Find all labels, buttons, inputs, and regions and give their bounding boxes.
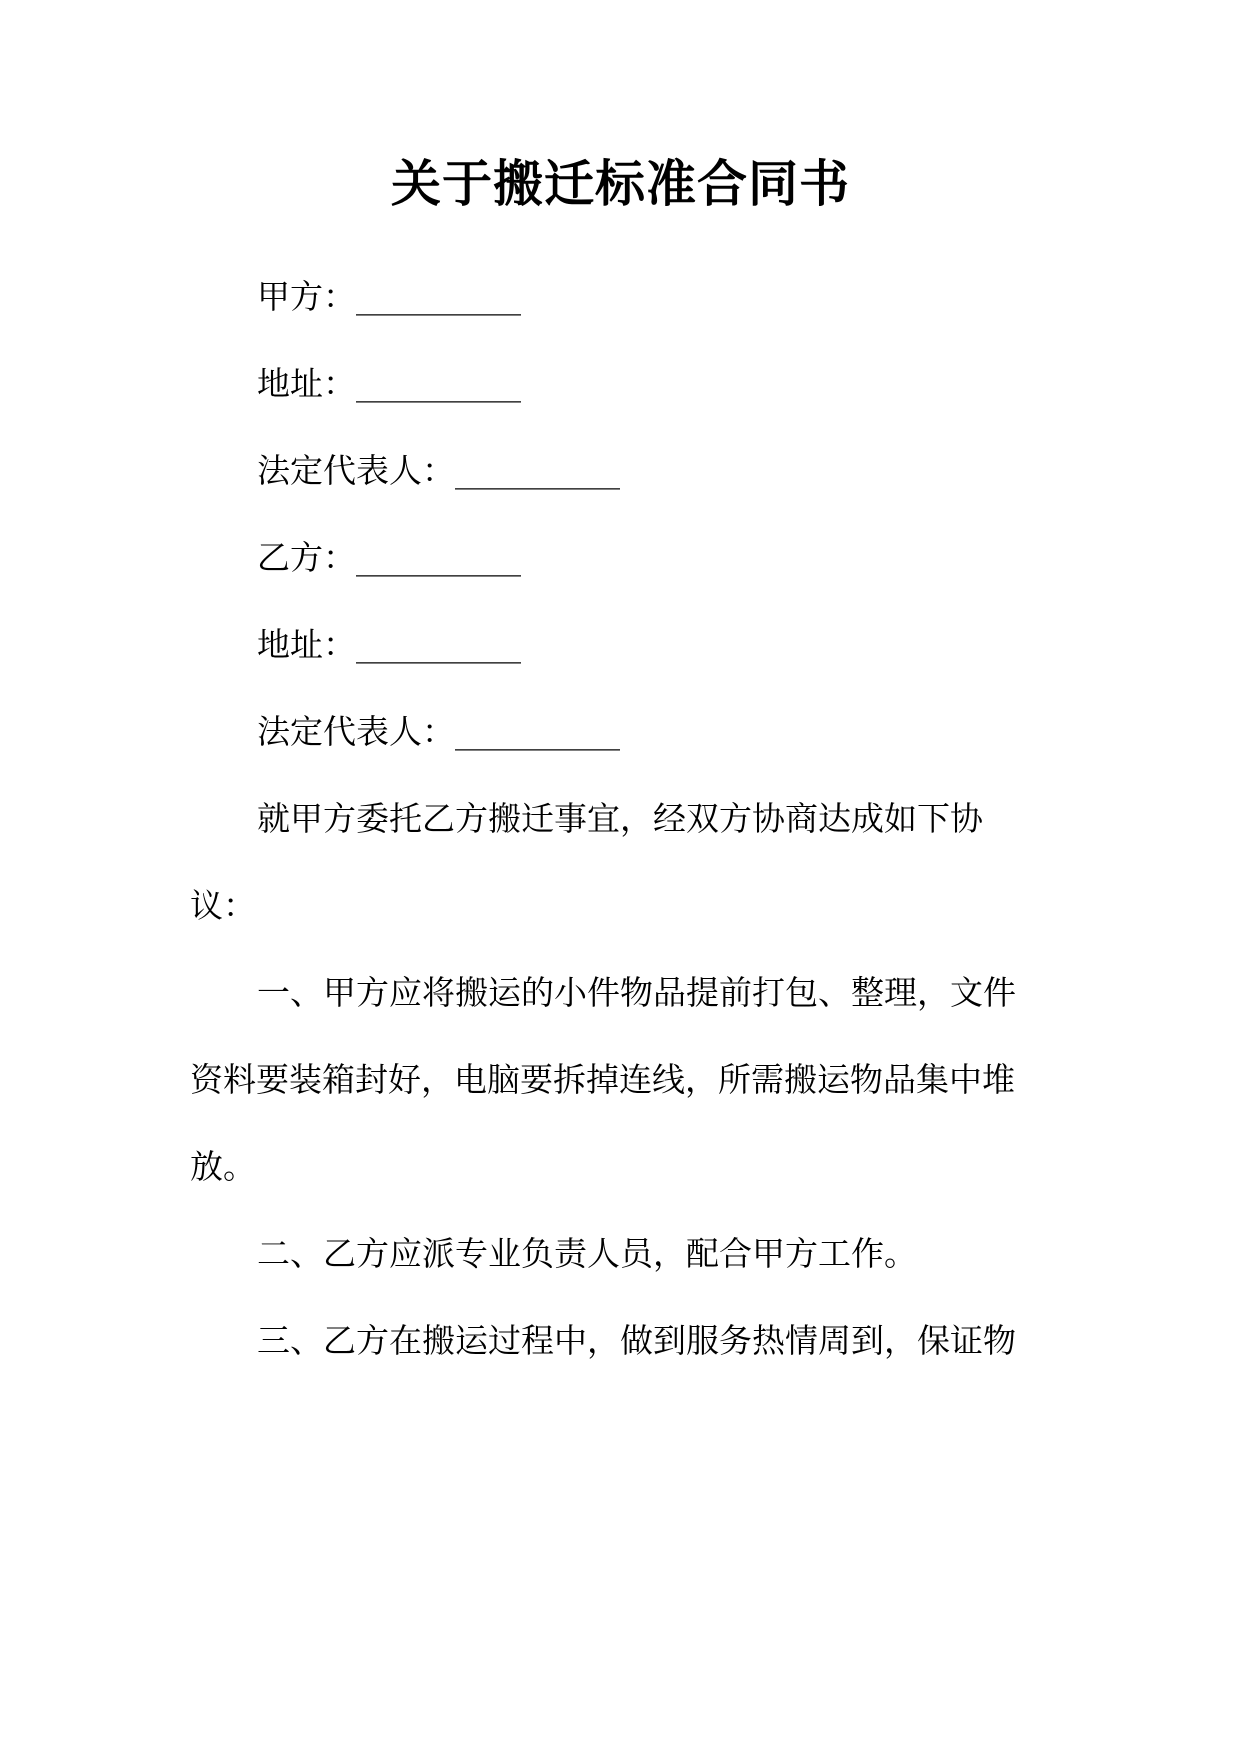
party-a-representative-label: 法定代表人： <box>257 451 455 490</box>
party-b-representative-label: 法定代表人： <box>257 712 455 751</box>
party-a-representative-blank: __________ <box>455 451 620 490</box>
clause-3-line-1: 三、乙方在搬运过程中，做到服务热情周到，保证物 <box>257 1321 1016 1360</box>
clause-1-line-2: 资料要装箱封好，电脑要拆掉连线，所需搬运物品集中堆 <box>190 1060 1015 1099</box>
party-a-representative-field <box>257 451 1117 491</box>
party-a-address-label: 地址： <box>257 364 356 403</box>
party-b-label: 乙方： <box>257 538 356 577</box>
party-a-blank: __________ <box>356 277 521 316</box>
party-b-address-field <box>257 625 1117 665</box>
clause-1-line-1: 一、甲方应将搬运的小件物品提前打包、整理，文件 <box>257 973 1016 1012</box>
party-b-address-label: 地址： <box>257 625 356 664</box>
party-a-address-blank: __________ <box>356 364 521 403</box>
intro-line-2: 议： <box>190 886 256 925</box>
party-a-field <box>257 277 1117 317</box>
party-b-address-blank: __________ <box>356 625 521 664</box>
party-a-label: 甲方： <box>257 277 356 316</box>
clause-1-line-3: 放。 <box>190 1147 256 1186</box>
intro-line-1: 就甲方委托乙方搬迁事宜，经双方协商达成如下协 <box>257 799 983 838</box>
party-b-blank: __________ <box>356 538 521 577</box>
party-b-representative-field <box>257 712 1117 752</box>
clause-2-line-1: 二、乙方应派专业负责人员，配合甲方工作。 <box>257 1234 917 1273</box>
party-b-representative-blank: __________ <box>455 712 620 751</box>
party-a-address-field <box>257 364 1117 404</box>
document-title: 关于搬迁标准合同书 <box>391 155 850 213</box>
party-b-field <box>257 538 1117 578</box>
